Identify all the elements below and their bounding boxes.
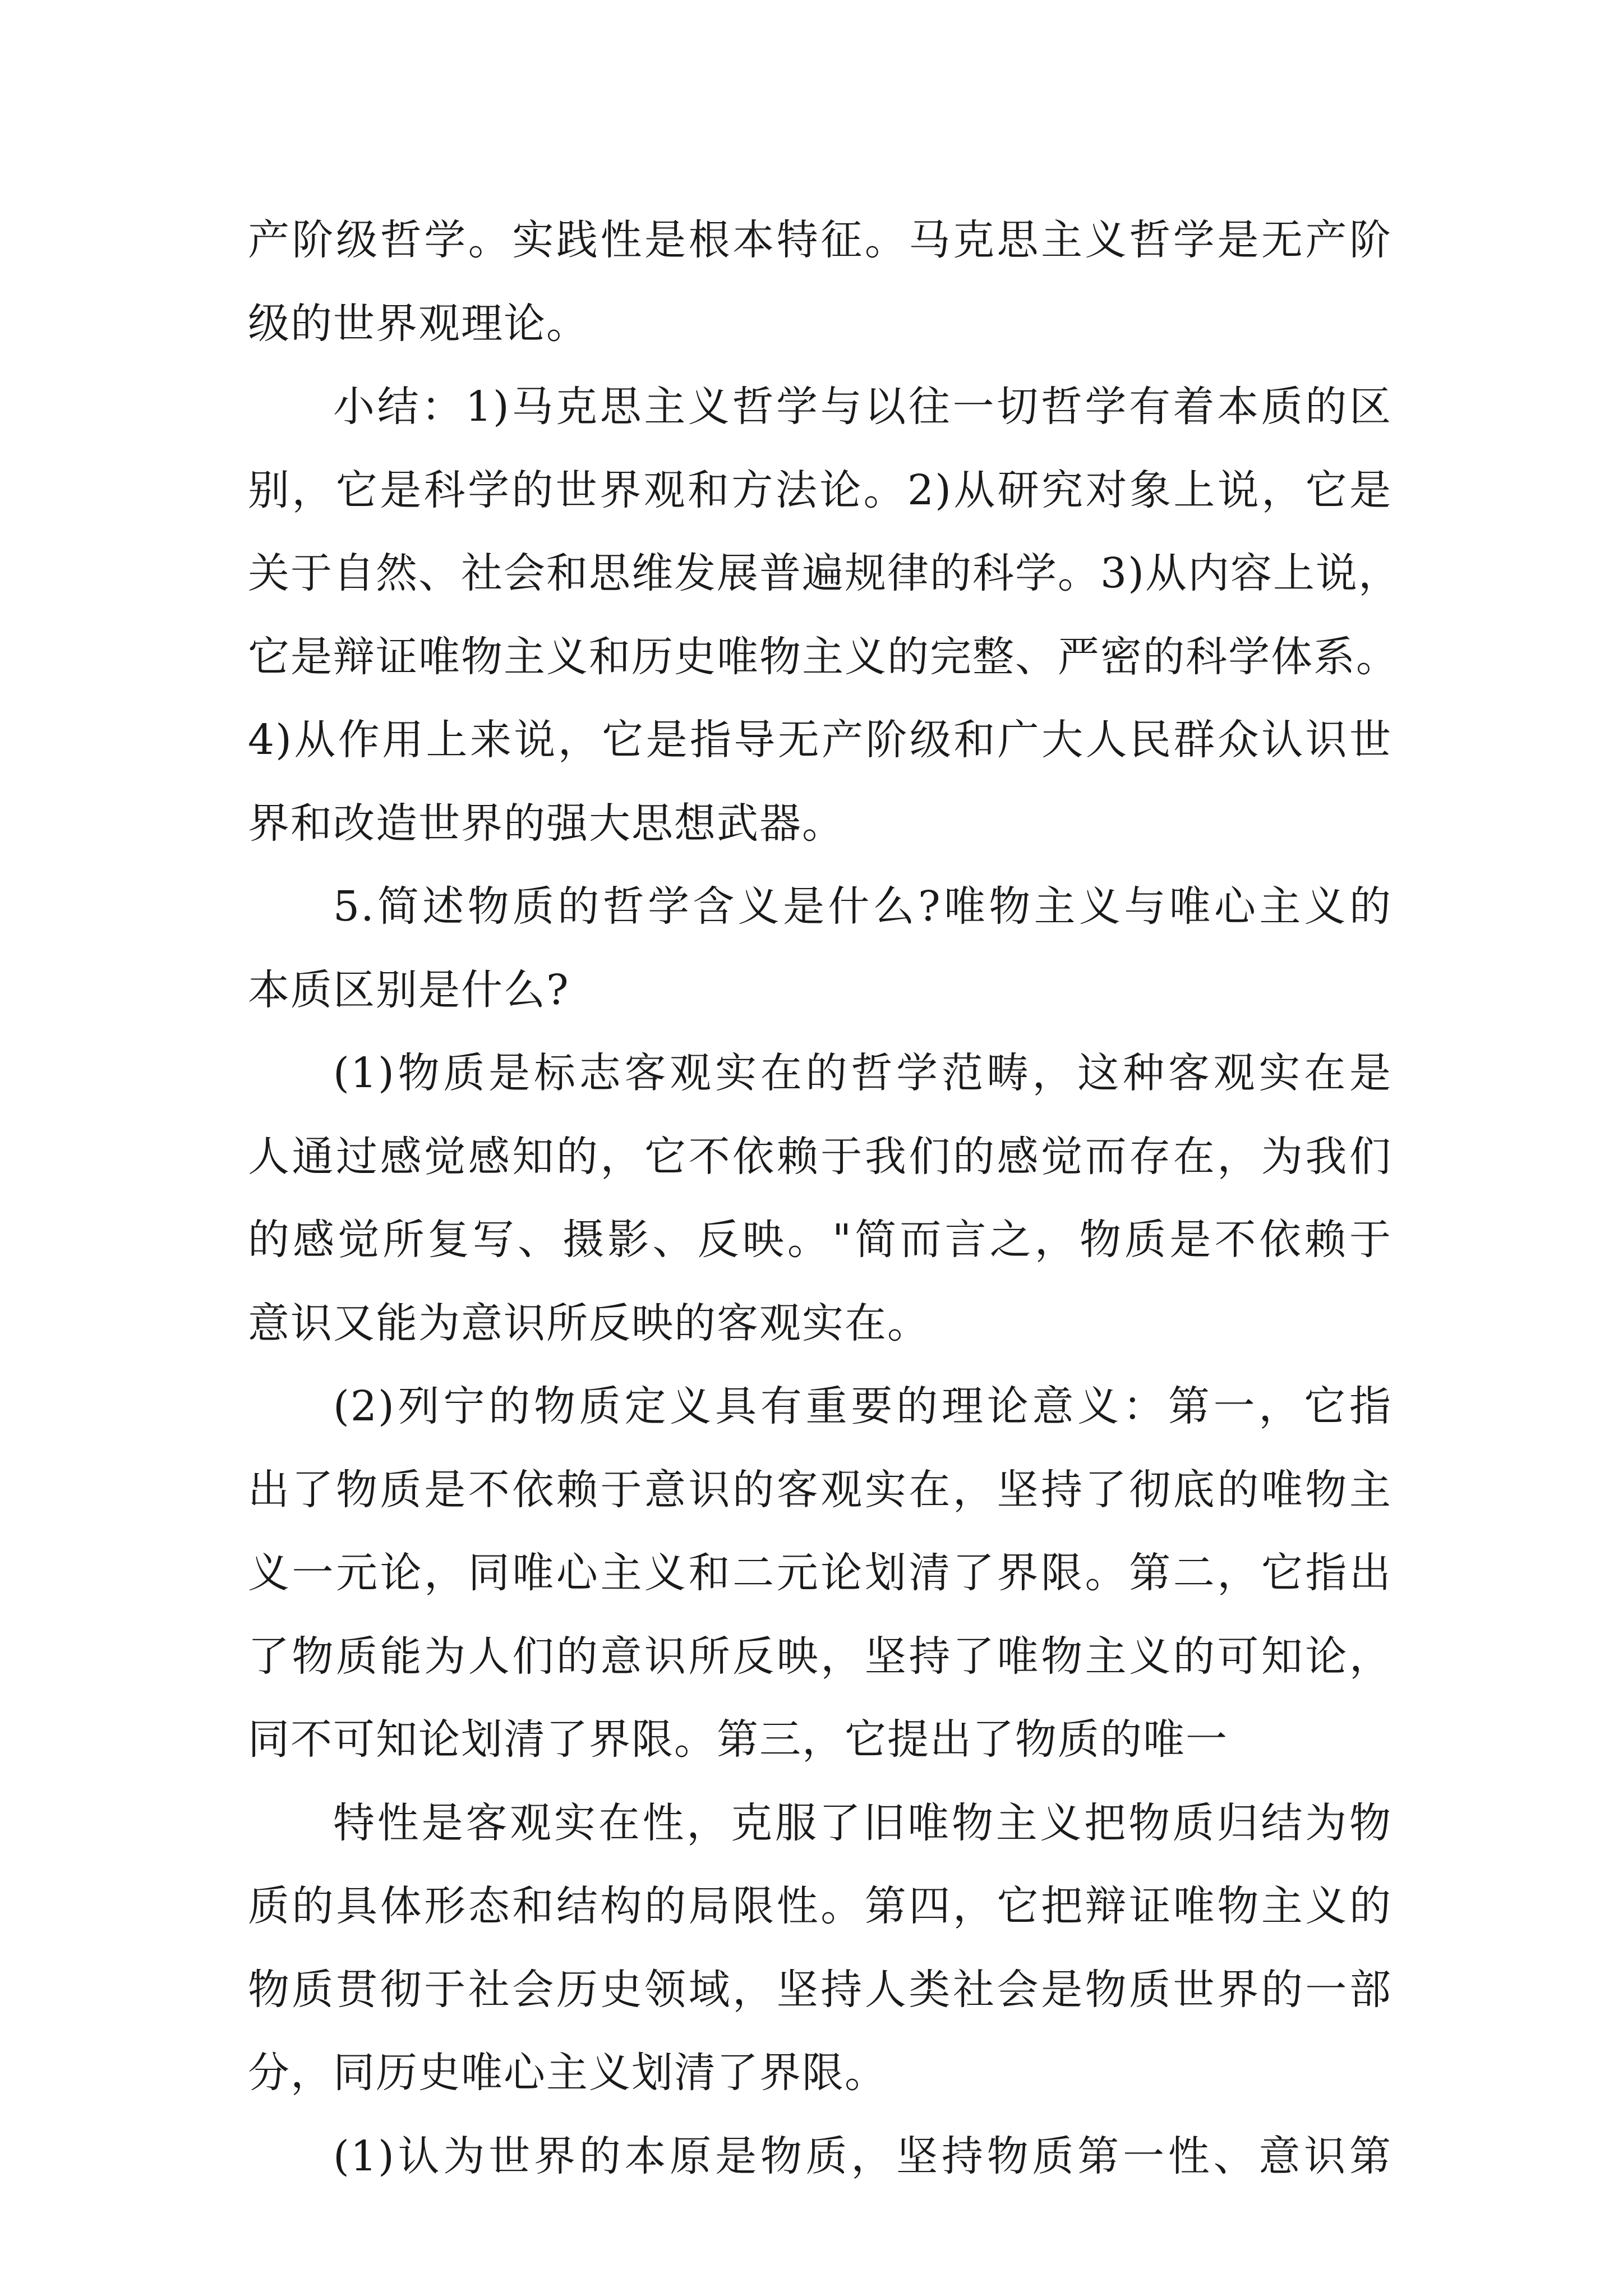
text-line: 同不可知论划清了界限。第三，它提出了物质的唯一 xyxy=(248,1715,1228,1764)
text-line: 分，同历史唯心主义划清了界限。 xyxy=(248,2049,887,2097)
text-line: 4)从作用上来说，它是指导无产阶级和广大人民群众认识世 xyxy=(248,716,1392,764)
text-line: 它是辩证唯物主义和历史唯物主义的完整、严密的科学体系。 xyxy=(248,632,1399,681)
text-line: (1)物质是标志客观实在的哲学范畴，这种客观实在是 xyxy=(333,1049,1392,1097)
text-line: 人通过感觉感知的，它不依赖于我们的感觉而存在，为我们 xyxy=(248,1132,1392,1181)
text-line: 产阶级哲学。实践性是根本特征。马克思主义哲学是无产阶 xyxy=(248,216,1392,264)
text-line: 本质区别是什么? xyxy=(248,965,570,1014)
text-line: 的感觉所复写、摄影、反映。"简而言之，物质是不依赖于 xyxy=(248,1216,1392,1264)
text-line: 意识又能为意识所反映的客观实在。 xyxy=(248,1299,930,1347)
text-line: 关于自然、社会和思维发展普遍规律的科学。3)从内容上说， xyxy=(248,549,1401,597)
text-line: 物质贯彻于社会历史领域，坚持人类社会是物质世界的一部 xyxy=(248,1965,1392,2014)
text-line: 5.简述物质的哲学含义是什么?唯物主义与唯心主义的 xyxy=(333,882,1392,931)
text-line: 别，它是科学的世界观和方法论。2)从研究对象上说，它是 xyxy=(248,466,1392,514)
text-line: 小结：1)马克思主义哲学与以往一切哲学有着本质的区 xyxy=(333,383,1392,431)
text-line: 级的世界观理论。 xyxy=(248,299,589,348)
text-line: 质的具体形态和结构的局限性。第四，它把辩证唯物主义的 xyxy=(248,1882,1392,1930)
text-line: (2)列宁的物质定义具有重要的理论意义：第一，它指 xyxy=(333,1382,1392,1430)
body-text xyxy=(248,199,1401,2198)
text-line: 界和改造世界的强大思想武器。 xyxy=(248,799,845,848)
text-line: (1)认为世界的本原是物质，坚持物质第一性、意识第 xyxy=(333,2132,1392,2180)
text-line: 特性是客观实在性，克服了旧唯物主义把物质归结为物 xyxy=(333,1798,1392,1847)
text-line: 出了物质是不依赖于意识的客观实在，坚持了彻底的唯物主 xyxy=(248,1465,1392,1514)
text-line: 义一元论，同唯心主义和二元论划清了界限。第二，它指出 xyxy=(248,1549,1392,1597)
text-line: 了物质能为人们的意识所反映，坚持了唯物主义的可知论， xyxy=(248,1632,1392,1681)
